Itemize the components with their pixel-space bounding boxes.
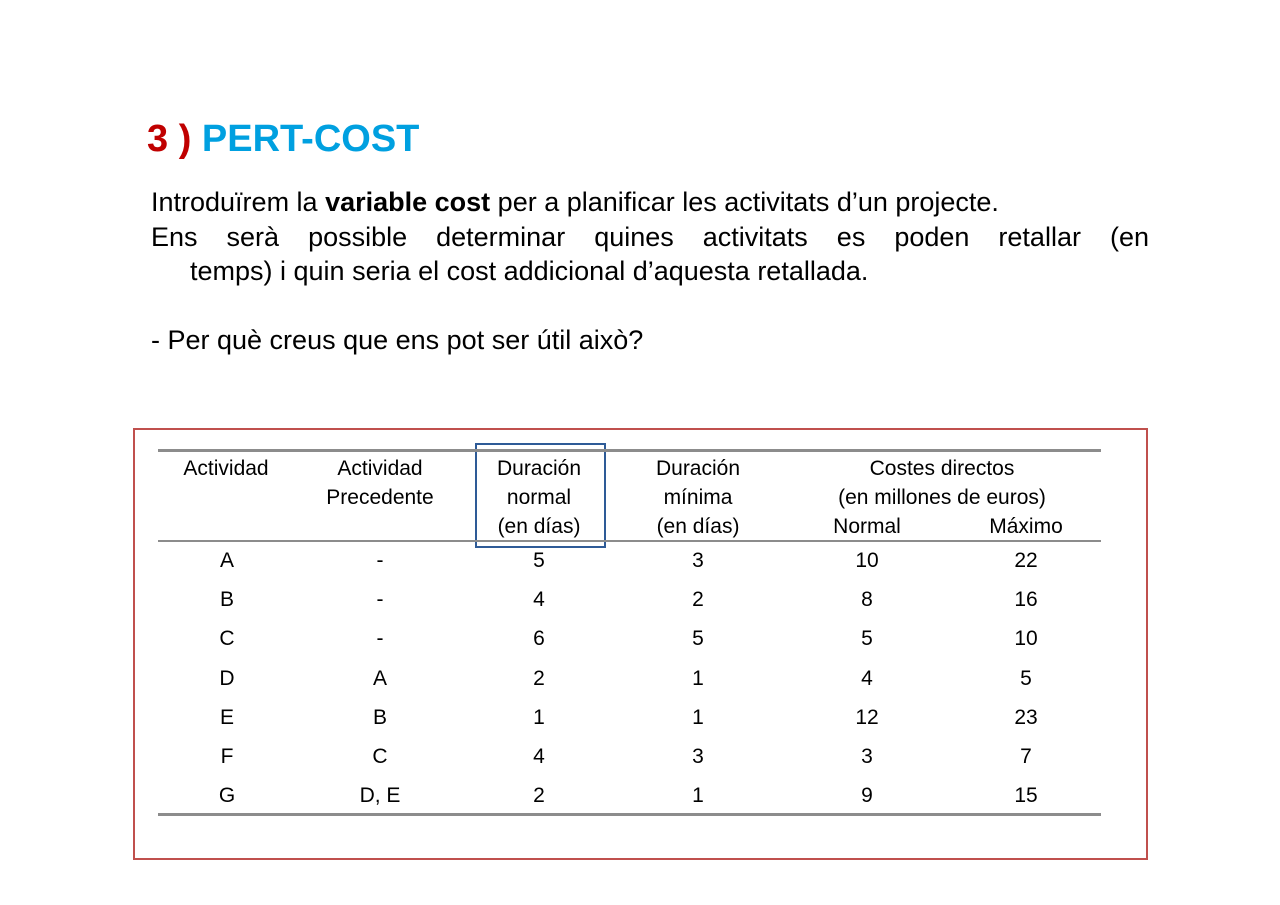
cell-activity: E — [219, 705, 234, 729]
cell-duration-min: 5 — [692, 627, 704, 651]
cell-predecessor: - — [376, 549, 384, 572]
cell-duration-min: 1 — [692, 784, 704, 808]
cell-duration-min: 2 — [692, 588, 704, 612]
section-title: PERT-COST — [201, 118, 420, 160]
cell-predecessor: - — [376, 627, 384, 651]
header-dur-min-3: (en días) — [656, 515, 740, 538]
cell-cost-normal: 12 — [855, 705, 879, 729]
cell-duration-normal: 1 — [533, 705, 545, 729]
table-top-rule — [158, 449, 1101, 452]
cell-cost-max: 15 — [1014, 784, 1038, 808]
header-actividad: Actividad — [183, 457, 269, 480]
table-bottom-rule — [158, 813, 1101, 816]
cell-activity: G — [218, 784, 236, 808]
header-costes-normal: Normal — [833, 515, 901, 538]
cell-cost-normal: 10 — [855, 549, 879, 572]
header-precedente-1: Actividad — [337, 457, 423, 480]
header-costes-1: Costes directos — [869, 457, 1015, 480]
intro-line-2: Ens serà possible determinar quines activitats es poden retallar (en — [151, 222, 1149, 252]
header-dur-min-1: Duración — [655, 457, 741, 480]
cell-predecessor: D, E — [359, 784, 401, 808]
cell-predecessor: B — [372, 705, 387, 729]
intro-bold-term: variable cost — [325, 187, 491, 217]
cell-duration-min: 1 — [692, 666, 704, 690]
cell-cost-normal: 8 — [861, 588, 873, 612]
cell-cost-max: 5 — [1020, 666, 1032, 690]
section-number: 3 ) — [147, 118, 192, 160]
header-dur-normal-2: normal — [506, 486, 572, 509]
cell-duration-normal: 2 — [533, 784, 545, 808]
header-costes-maximo: Máximo — [989, 515, 1063, 538]
cell-activity: D — [219, 666, 235, 690]
cell-duration-min: 3 — [692, 549, 704, 572]
cell-cost-max: 16 — [1014, 588, 1038, 612]
cell-duration-normal: 5 — [533, 549, 545, 572]
header-costes-2: (en millones de euros) — [838, 486, 1046, 509]
intro-line-1-end: per a planificar les activitats d’un projecte. — [490, 187, 999, 217]
cell-predecessor: - — [376, 588, 384, 612]
cell-activity: A — [219, 549, 234, 572]
cell-cost-normal: 4 — [861, 666, 873, 690]
cell-activity: F — [220, 745, 234, 768]
cell-duration-normal: 6 — [533, 627, 545, 651]
cell-activity: B — [219, 588, 234, 612]
intro-line-3: temps) i quin seria el cost addicional d’aquesta retallada. — [190, 256, 869, 286]
cell-cost-normal: 3 — [861, 745, 873, 768]
header-precedente-2: Precedente — [326, 486, 434, 509]
cell-duration-min: 1 — [692, 705, 704, 729]
cell-cost-normal: 5 — [861, 627, 873, 651]
cell-predecessor: C — [372, 745, 388, 768]
header-dur-min-2: mínima — [663, 486, 733, 509]
table-header-rule — [158, 540, 1101, 542]
cell-duration-min: 3 — [692, 745, 704, 768]
intro-line-1 — [151, 185, 1149, 219]
cell-cost-max: 22 — [1014, 549, 1038, 572]
header-dur-normal-1: Duración — [496, 457, 582, 480]
header-dur-normal-3: (en días) — [497, 515, 581, 538]
cell-cost-normal: 9 — [861, 784, 873, 808]
intro-line-1-start: Introduïrem la — [151, 187, 326, 217]
cell-duration-normal: 4 — [533, 588, 545, 612]
cell-duration-normal: 4 — [533, 745, 545, 768]
question-line: - Per què creus que ens pot ser útil això? — [151, 325, 644, 355]
slide-title — [147, 118, 419, 161]
cell-cost-max: 7 — [1020, 745, 1032, 768]
cell-cost-max: 23 — [1014, 705, 1038, 729]
cell-duration-normal: 2 — [533, 666, 545, 690]
cell-activity: C — [219, 627, 235, 651]
cell-predecessor: A — [372, 666, 387, 690]
cell-cost-max: 10 — [1014, 627, 1038, 651]
